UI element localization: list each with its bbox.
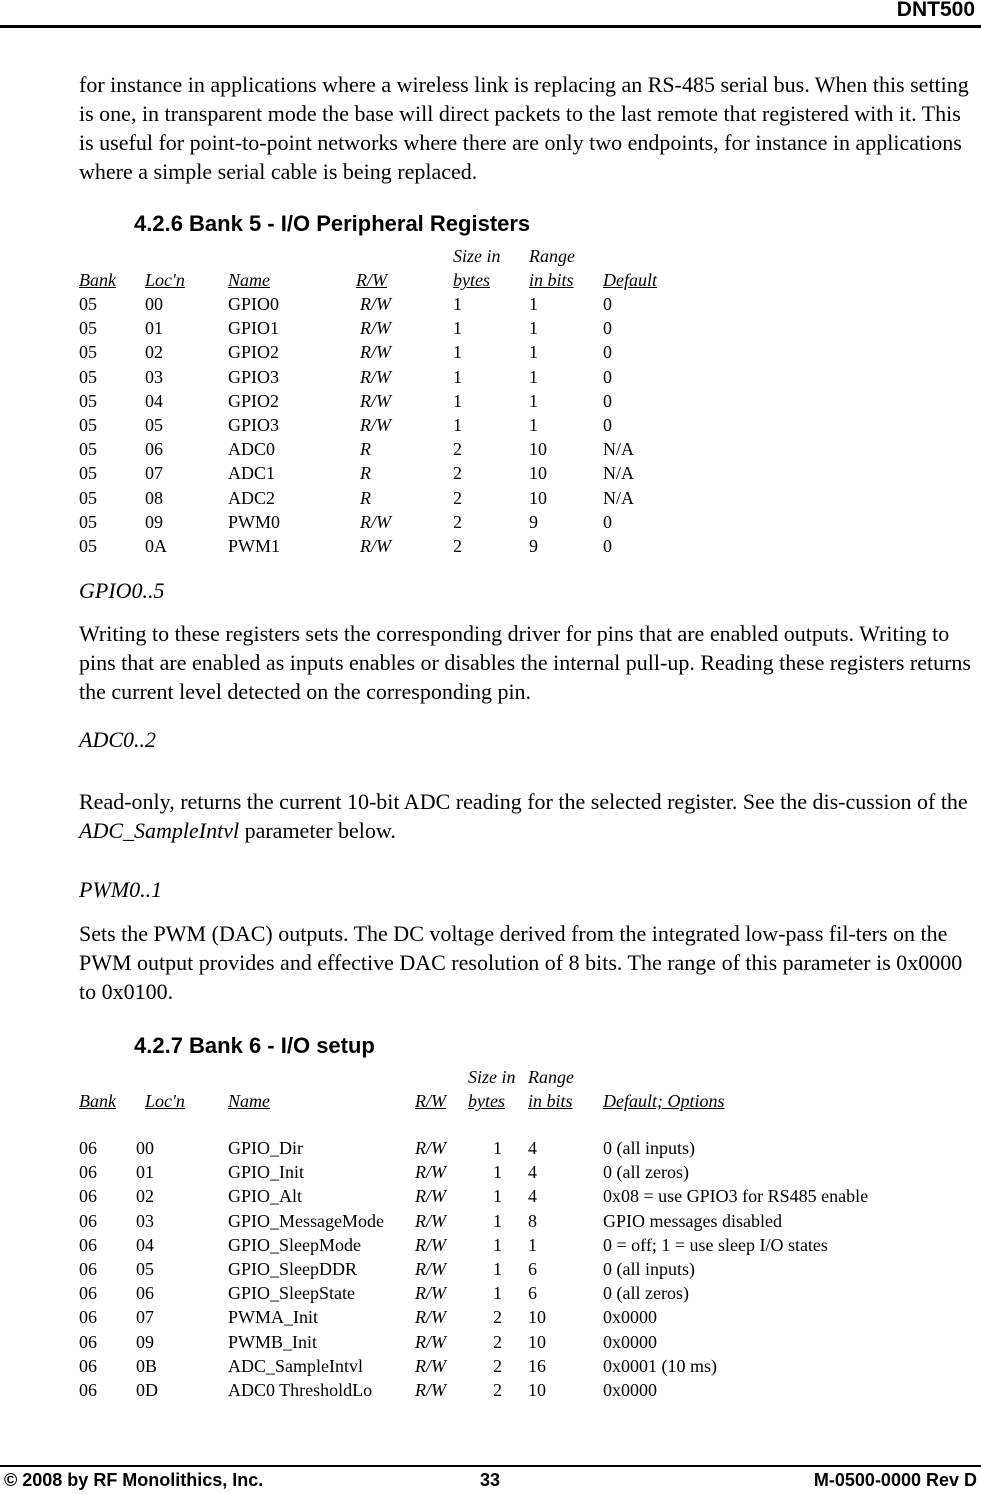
table-cell: PWMA_Init [228,1307,318,1328]
table-cell: 8 [528,1210,537,1231]
table-cell: 07 [136,1307,154,1328]
table-cell: GPIO0 [228,294,280,314]
intro-paragraph: for instance in applications where a wireless link is replacing an RS-485 serial bus. When this setting is one, in transparent mode the base will direct packets to the last remote that registered with it. This is useful for point-to-point networks where there are only two endpoints, for instance in applications where a simple serial cable is being replaced. [79,72,969,184]
table-cell: R/W [360,415,391,435]
table-cell: R/W [415,1234,446,1255]
table-cell: 1 [453,415,462,435]
table-cell: 00 [145,294,163,314]
table-cell: 4 [528,1186,537,1207]
column-header-5: in bits [528,1091,573,1111]
section-heading-bank6: 4.2.7 Bank 6 - I/O setup [134,1033,375,1058]
table-cell: 0 [603,294,612,314]
table-cell: 9 [529,536,538,556]
column-header-0: Bank [79,270,116,290]
table-cell: 0B [136,1355,158,1376]
table-cell: 10 [529,463,547,484]
table-cell: 05 [79,487,97,508]
table-cell: 1 [493,1186,502,1207]
table-cell: 05 [136,1259,154,1279]
table-cell: 0 (all inputs) [603,1138,695,1158]
table-cell: 0A [145,536,167,556]
table-cell: GPIO_Init [228,1162,304,1183]
table-cell: 05 [79,536,97,556]
column-header-2: Name [228,1091,270,1111]
table-cell: 10 [529,487,547,508]
table-cell: 1 [453,366,462,387]
adc-paragraph: Read-only, returns the current 10-bit ADC reading for the selected register. See the dis-cussion of the ADC_SampleIntvl parameter below. [79,789,968,843]
table-cell: 09 [145,511,163,532]
table-cell: PWMB_Init [228,1331,318,1352]
footer-rule [0,1465,981,1467]
column-header-4: bytes [468,1091,505,1111]
table-cell: 10 [528,1331,546,1352]
table-cell: 2 [453,439,462,460]
table-cell: R/W [415,1186,446,1207]
table-cell: 05 [79,342,97,363]
table-cell: 2 [493,1307,502,1328]
section-heading-bank5: 4.2.6 Bank 5 - I/O Peripheral Registers [134,211,531,236]
table-cell: 05 [79,318,97,339]
table-cell: 06 [145,439,163,460]
table-cell: GPIO_Dir [228,1138,303,1158]
table-cell: 03 [145,366,163,387]
table-cell: 0x0000 [603,1331,657,1352]
table-cell: 6 [528,1259,537,1279]
table-cell: 06 [79,1162,97,1183]
table-cell: 06 [79,1283,97,1304]
table-cell: R/W [415,1162,446,1183]
table-cell: 0 (all zeros) [603,1283,689,1304]
table-cell: GPIO_SleepState [228,1283,355,1304]
table-cell: 00 [136,1138,154,1158]
table-cell: 0 [603,318,612,339]
table-cell: 1 [529,342,538,363]
table-cell: R/W [360,294,391,314]
table-cell: 0 [603,511,612,532]
footer-copyright: © 2008 by RF Monolithics, Inc. [4,1470,264,1490]
table-cell: GPIO3 [228,366,280,387]
table-cell: 0 [603,415,612,435]
table-cell: 01 [136,1162,154,1183]
table-cell: N/A [603,487,634,508]
table-cell: R/W [415,1380,446,1400]
table-cell: 4 [528,1162,537,1183]
table-cell: 10 [528,1307,546,1328]
footer-doc-number: M-0500-0000 Rev D [813,1470,977,1490]
table-cell: PWM0 [228,511,281,532]
table-cell: 1 [493,1234,502,1255]
table-cell: 05 [79,463,97,484]
table-cell: GPIO_MessageMode [228,1210,384,1231]
table-cell: 0 [603,366,612,387]
pwm-subheading: PWM0..1 [79,877,163,902]
table-cell: 1 [453,294,462,314]
table-cell: 03 [136,1210,154,1231]
table-cell: 06 [79,1210,97,1231]
table-cell: ADC_SampleIntvl [228,1355,363,1376]
table-cell: R/W [415,1210,446,1231]
table-cell: R/W [415,1138,446,1158]
table-cell: 0 = off; 1 = use sleep I/O states [603,1234,828,1255]
table-cell: 05 [79,439,97,460]
table-cell: 1 [493,1210,502,1231]
table-cell: 0 [603,536,612,556]
table-cell: 05 [79,390,97,411]
gpio-subheading: GPIO0..5 [79,578,165,603]
table-cell: 06 [79,1307,97,1328]
adc-subheading: ADC0..2 [79,727,156,752]
table-cell: 05 [79,366,97,387]
table-cell: 06 [136,1283,154,1304]
table-cell: 06 [79,1355,97,1376]
table-cell: 2 [493,1331,502,1352]
table-cell: 0 [603,342,612,363]
table-cell: 16 [528,1355,546,1376]
table-cell: 08 [145,487,163,508]
column-header-5: in bits [529,270,574,290]
table-cell: 02 [145,342,163,363]
footer-page-number: 33 [480,1470,501,1490]
table-cell: 1 [529,415,538,435]
table-cell: 06 [79,1234,97,1255]
table-cell: 05 [79,415,97,435]
table-cell: N/A [603,463,634,484]
table-cell: PWM1 [228,536,281,556]
table-cell: ADC2 [228,487,276,508]
table-cell: 6 [528,1283,537,1304]
table-cell: R [360,439,371,460]
table-cell: R [360,487,371,508]
table-cell: GPIO3 [228,415,280,435]
table-cell: 02 [136,1186,154,1207]
table-cell: GPIO1 [228,318,280,339]
table-cell: 06 [79,1380,97,1400]
table-cell: GPIO2 [228,390,280,411]
column-header-size-in: Size in [453,246,501,266]
table-cell: 2 [493,1355,502,1376]
table-cell: 0 (all zeros) [603,1162,689,1183]
header-rule [0,25,981,28]
table-cell: 2 [453,536,462,556]
column-header-range: Range [528,1067,574,1087]
table-cell: 05 [79,294,97,314]
table-cell: R/W [360,318,391,339]
table-cell: ADC0 [228,439,276,460]
table-cell: 10 [528,1380,546,1400]
table-cell: ADC1 [228,463,276,484]
table-cell: 1 [529,390,538,411]
table-cell: 0x0000 [603,1380,657,1400]
column-header-1: Loc'n [145,270,185,290]
table-cell: 01 [145,318,163,339]
table-cell: R/W [415,1331,446,1352]
table-cell: 0x0001 (10 ms) [603,1355,717,1376]
table-cell: 2 [453,463,462,484]
table-cell: 1 [493,1162,502,1183]
table-cell: 9 [529,511,538,532]
table-cell: GPIO_Alt [228,1186,303,1207]
table-cell: 10 [529,439,547,460]
table-cell: 09 [136,1331,154,1352]
table-cell: GPIO_SleepMode [228,1234,361,1255]
table-cell: 0 [603,390,612,411]
column-header-3: R/W [415,1091,446,1111]
adc-param-name: ADC_SampleIntvl [79,818,240,843]
table-cell: ADC0 ThresholdLo [228,1380,373,1400]
table-cell: 1 [493,1283,502,1304]
table-cell: 0x08 = use GPIO3 for RS485 enable [603,1186,869,1207]
gpio-paragraph: Writing to these registers sets the corresponding driver for pins that are enabled outputs. Writing to pins that are enabled as inputs enables or disables the internal pull-up. Reading these registers returns the current level detected on the corresponding pin. [79,621,971,704]
table-cell: 2 [493,1380,502,1400]
document-title: DNT500 [896,0,975,21]
table-cell: R/W [360,536,391,556]
table-cell: 1 [453,390,462,411]
table-cell: 2 [453,487,462,508]
table-cell: 1 [528,1234,537,1255]
table-cell: 06 [79,1331,97,1352]
table-cell: R/W [360,342,391,363]
column-header-2: Name [228,270,270,290]
table-cell: 06 [79,1259,97,1279]
column-header-4: bytes [453,270,490,290]
table-cell: GPIO2 [228,342,280,363]
table-cell: N/A [603,439,634,460]
table-cell: 0 (all inputs) [603,1259,695,1279]
table-cell: 1 [453,342,462,363]
table-cell: 1 [493,1138,502,1158]
table-cell: GPIO_SleepDDR [228,1259,357,1279]
table-cell: 1 [529,294,538,314]
table-cell: 1 [529,366,538,387]
table-cell: R/W [415,1259,446,1279]
table-cell: 06 [79,1186,97,1207]
column-header-range: Range [529,246,575,266]
column-header-1: Loc'n [145,1091,185,1111]
column-header-6: Default [603,270,657,290]
table-cell: 0x0000 [603,1307,657,1328]
table-cell: 0D [136,1380,158,1400]
table-cell: 07 [145,463,163,484]
table-cell: 1 [529,318,538,339]
table-cell: 04 [136,1234,154,1255]
table-cell: 2 [453,511,462,532]
table-cell: R/W [360,390,391,411]
column-header-0: Bank [79,1091,116,1111]
column-header-6: Default; Options [603,1091,725,1111]
table-cell: R/W [360,511,391,532]
table-cell: R/W [415,1283,446,1304]
table-cell: R/W [415,1307,446,1328]
table-cell: R/W [360,366,391,387]
column-header-size-in: Size in [468,1067,516,1087]
table-cell: R [360,463,371,484]
column-header-3: R/W [356,270,387,290]
table-cell: GPIO messages disabled [603,1210,782,1231]
table-cell: 1 [493,1259,502,1279]
table-cell: R/W [415,1355,446,1376]
table-cell: 4 [528,1138,537,1158]
table-cell: 1 [453,318,462,339]
table-cell: 04 [145,390,163,411]
table-cell: 06 [79,1138,97,1158]
table-cell: 05 [79,511,97,532]
table-cell: 05 [145,415,163,435]
pwm-paragraph: Sets the PWM (DAC) outputs. The DC voltage derived from the integrated low-pass fil-ters on the PWM output provides and effective DAC resolution of 8 bits. The range of this parameter is 0x0000 to 0x0100. [79,921,963,1004]
